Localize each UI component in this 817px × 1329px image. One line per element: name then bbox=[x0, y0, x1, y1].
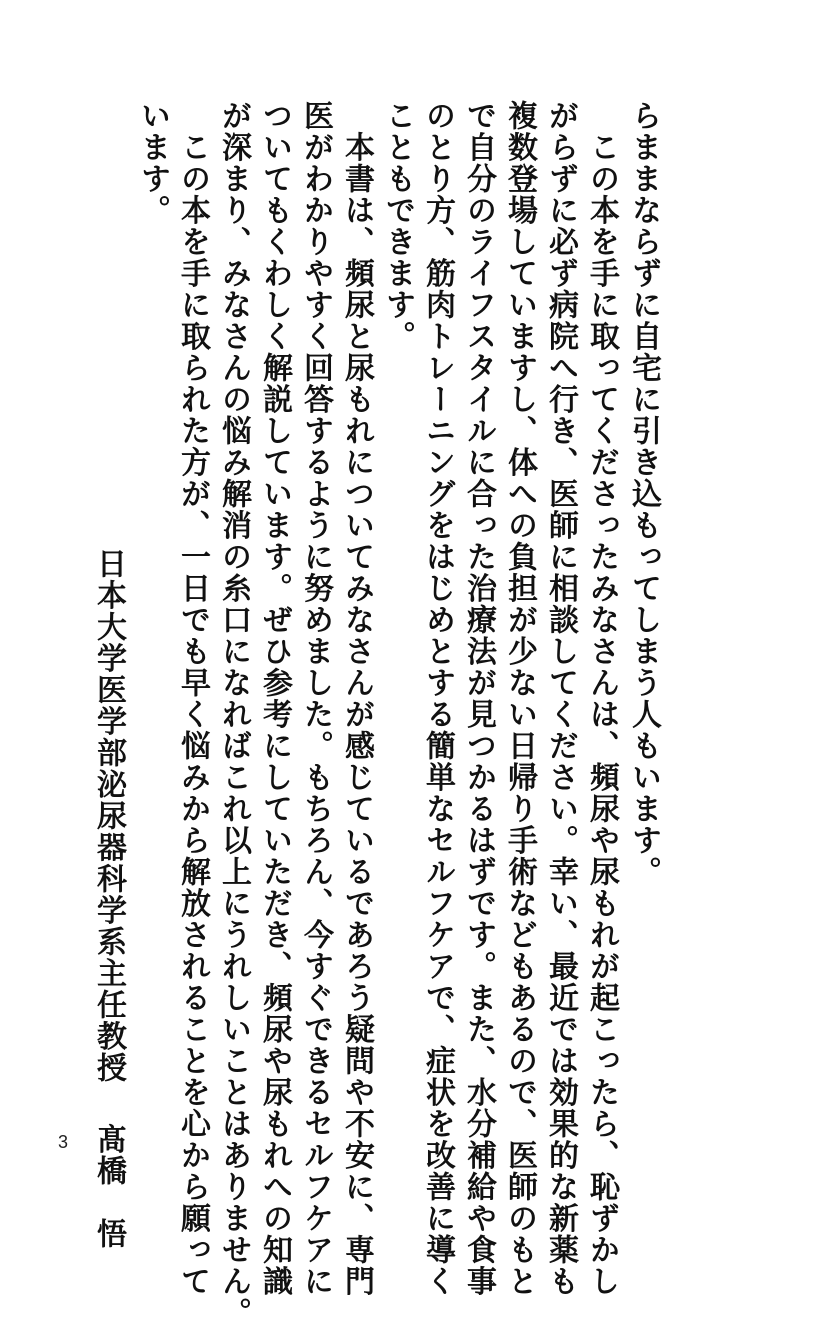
text-line-7: こともできます。 bbox=[380, 100, 415, 352]
text-line-1: らままならずに自宅に引き込もってしまう人もいます。 bbox=[626, 100, 661, 888]
text-line-10: ついてもくわしく解説しています。ぜひ参考にしていただき、頻尿や尿もれへの知識 bbox=[257, 100, 292, 1297]
author-name: 髙橋 悟 bbox=[91, 1123, 126, 1250]
text-line-2: この本を手に取ってくださったみなさんは、頻尿や尿もれが起こったら、恥ずかし bbox=[584, 100, 619, 1297]
text-line-9: 医がわかりやすく回答するように努めました。もちろん、今すぐできるセルフケアに bbox=[298, 100, 333, 1297]
text-line-11: が深まり、みなさんの悩み解消の糸口になればこれ以上にうれしいことはありません。 bbox=[216, 100, 251, 1329]
text-line-13: います。 bbox=[135, 100, 170, 226]
text-line-3: がらずに必ず病院へ行き、医師に相談してください。幸い、最近では効果的な新薬も bbox=[543, 100, 578, 1297]
text-line-4: 複数登場していますし、体への負担が少ない日帰り手術などもあるので、医師のもと bbox=[502, 100, 537, 1297]
page-number: 3 bbox=[58, 1132, 69, 1152]
author-signature bbox=[91, 548, 126, 1250]
text-line-12: この本を手に取られた方が、一日でも早く悩みから解放されることを心から願って bbox=[175, 100, 210, 1297]
text-line-8: 本書は、頻尿と尿もれについてみなさんが感じているであろう疑問や不安に、専門 bbox=[339, 100, 374, 1297]
text-line-6: のとり方、筋肉トレーニングをはじめとする簡単なセルフケアで、症状を改善に導く bbox=[420, 100, 455, 1297]
author-affiliation: 日本大学医学部泌尿器科学系主任教授 bbox=[91, 548, 126, 1084]
text-line-5: で自分のライフスタイルに合った治療法が見つかるはずです。また、水分補給や食事 bbox=[461, 100, 496, 1297]
